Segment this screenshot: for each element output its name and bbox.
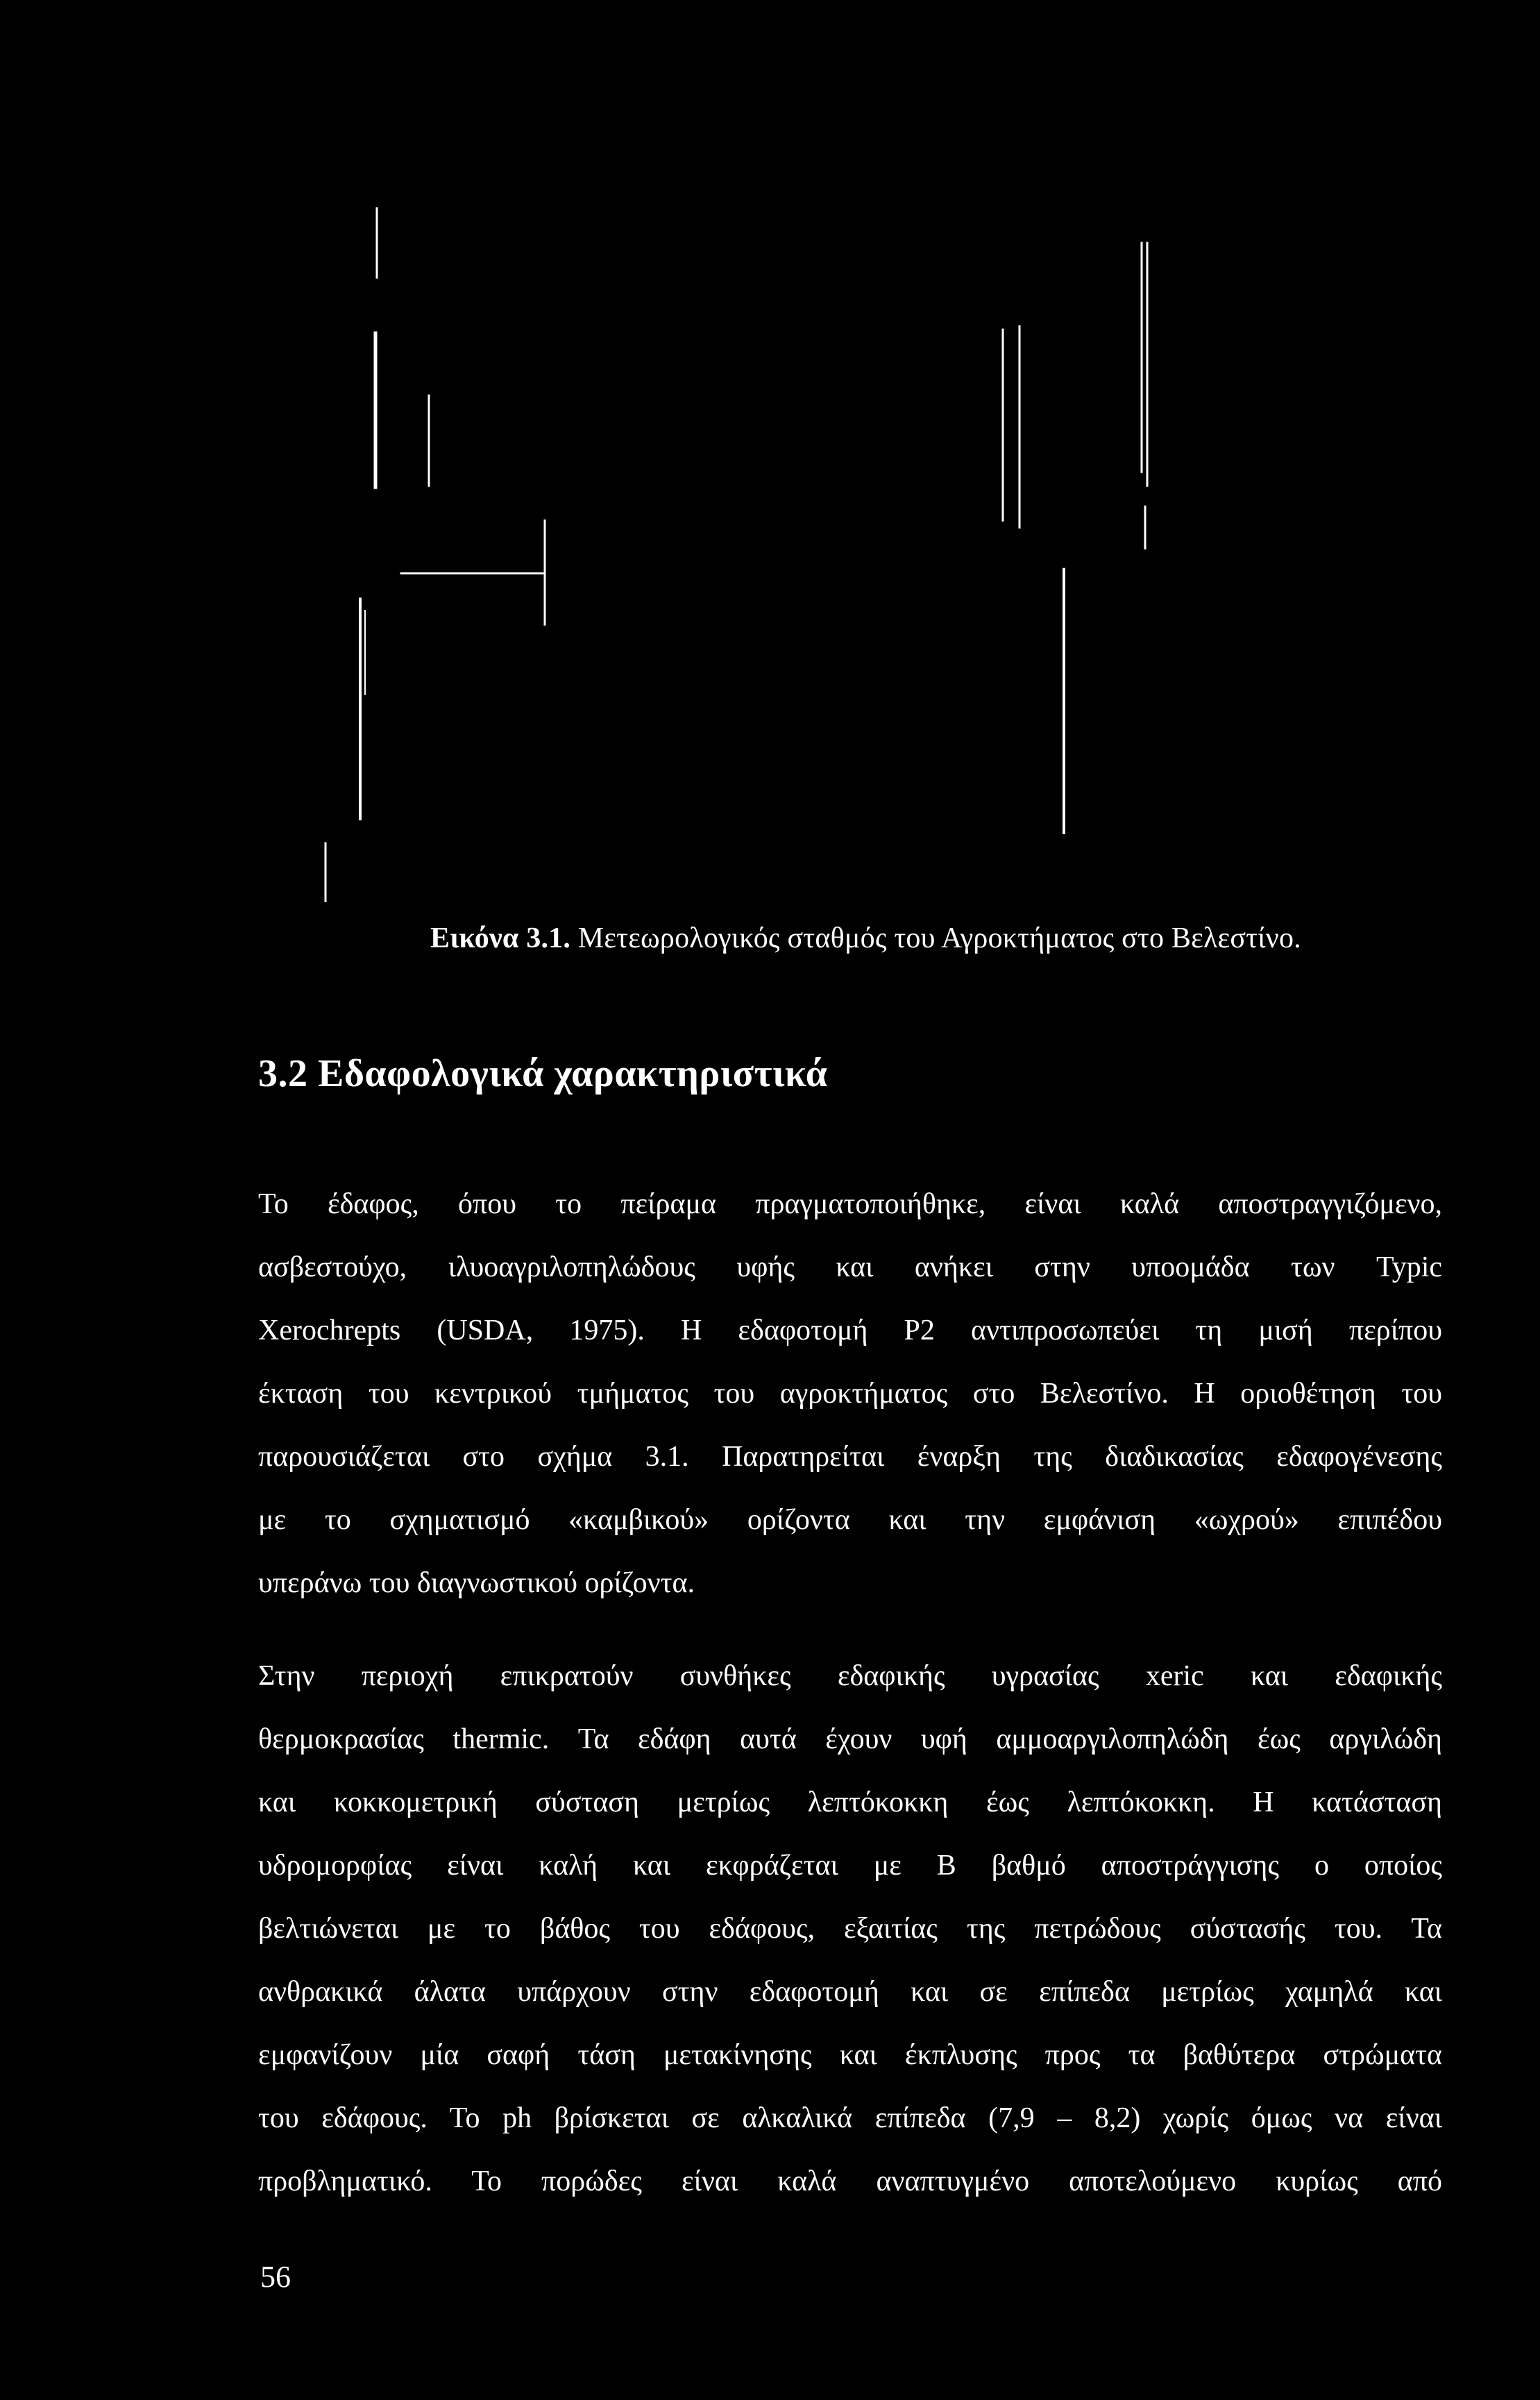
paragraph-line: και κοκκομετρική σύσταση μετρίως λεπτόκοκκη έως λεπτόκοκκη. Η κατάσταση <box>258 1786 1442 1818</box>
paragraph-line: εμφανίζουν μία σαφή τάση μετακίνησης και έκπλυσης προς τα βαθύτερα στρώματα <box>258 2039 1442 2071</box>
paragraph-line: προβληματικό. Το πορώδες είναι καλά αναπτυγμένο αποτελούμενο κυρίως από <box>258 2165 1442 2197</box>
figure-caption <box>430 922 1301 955</box>
paragraph-line: θερμοκρασίας thermic. Τα εδάφη αυτά έχουν υφή αμμοαργιλοπηλώδη έως αργιλώδη <box>258 1723 1442 1755</box>
page-number: 56 <box>260 2260 291 2294</box>
paragraph-line: βελτιώνεται με το βάθος του εδάφους, εξαιτίας της πετρώδους σύστασής του. Τα <box>258 1913 1442 1945</box>
paragraph-line: με το σχηματισμό «καμβικού» ορίζοντα και την εμφάνιση «ωχρού» επιπέδου <box>258 1504 1442 1536</box>
paragraph-line: Το έδαφος, όπου το πείραμα πραγματοποιήθηκε, είναι καλά αποστραγγιζόμενο, <box>258 1188 1442 1220</box>
figure-caption-text: Μετεωρολογικός σταθμός του Αγροκτήματος στο Βελεστίνο. <box>577 922 1301 954</box>
paragraph-line: ανθρακικά άλατα υπάρχουν στην εδαφοτομή και σε επίπεδα μετρίως χαμηλά και <box>258 1976 1442 2008</box>
section-heading: 3.2 Εδαφολογικά χαρακτηριστικά <box>258 1052 828 1095</box>
paragraph-line: υδρομορφίας είναι καλή και εκφράζεται με Β βαθμό αποστράγγισης ο οποίος <box>258 1850 1442 1882</box>
paragraph-line: υπεράνω του διαγνωστικού ορίζοντα. <box>258 1567 695 1599</box>
paragraph-line: του εδάφους. Το ph βρίσκεται σε αλκαλικά επίπεδα (7,9 – 8,2) χωρίς όμως να είναι <box>258 2102 1442 2134</box>
weather-station-photo <box>305 167 1235 902</box>
figure-caption-label: Εικόνα 3.1. <box>430 922 571 954</box>
paragraph-line: Στην περιοχή επικρατούν συνθήκες εδαφικής υγρασίας xeric και εδαφικής <box>258 1660 1442 1692</box>
paragraph-2 <box>258 1645 1442 2213</box>
paragraph-1 <box>258 1173 1442 1615</box>
paragraph-line: ασβεστούχο, ιλυοαγριλοπηλώδους υφής και ανήκει στην υποομάδα των Typic <box>258 1251 1442 1283</box>
paragraph-line: Xerochrepts (USDA, 1975). Η εδαφοτομή Ρ2 αντιπροσωπεύει τη μισή περίπου <box>258 1315 1442 1346</box>
paragraph-line: παρουσιάζεται στο σχήμα 3.1. Παρατηρείται έναρξη της διαδικασίας εδαφογένεσης <box>258 1441 1442 1473</box>
paragraph-line: έκταση του κεντρικού τμήματος του αγροκτήματος στο Βελεστίνο. Η οριοθέτηση του <box>258 1378 1442 1410</box>
